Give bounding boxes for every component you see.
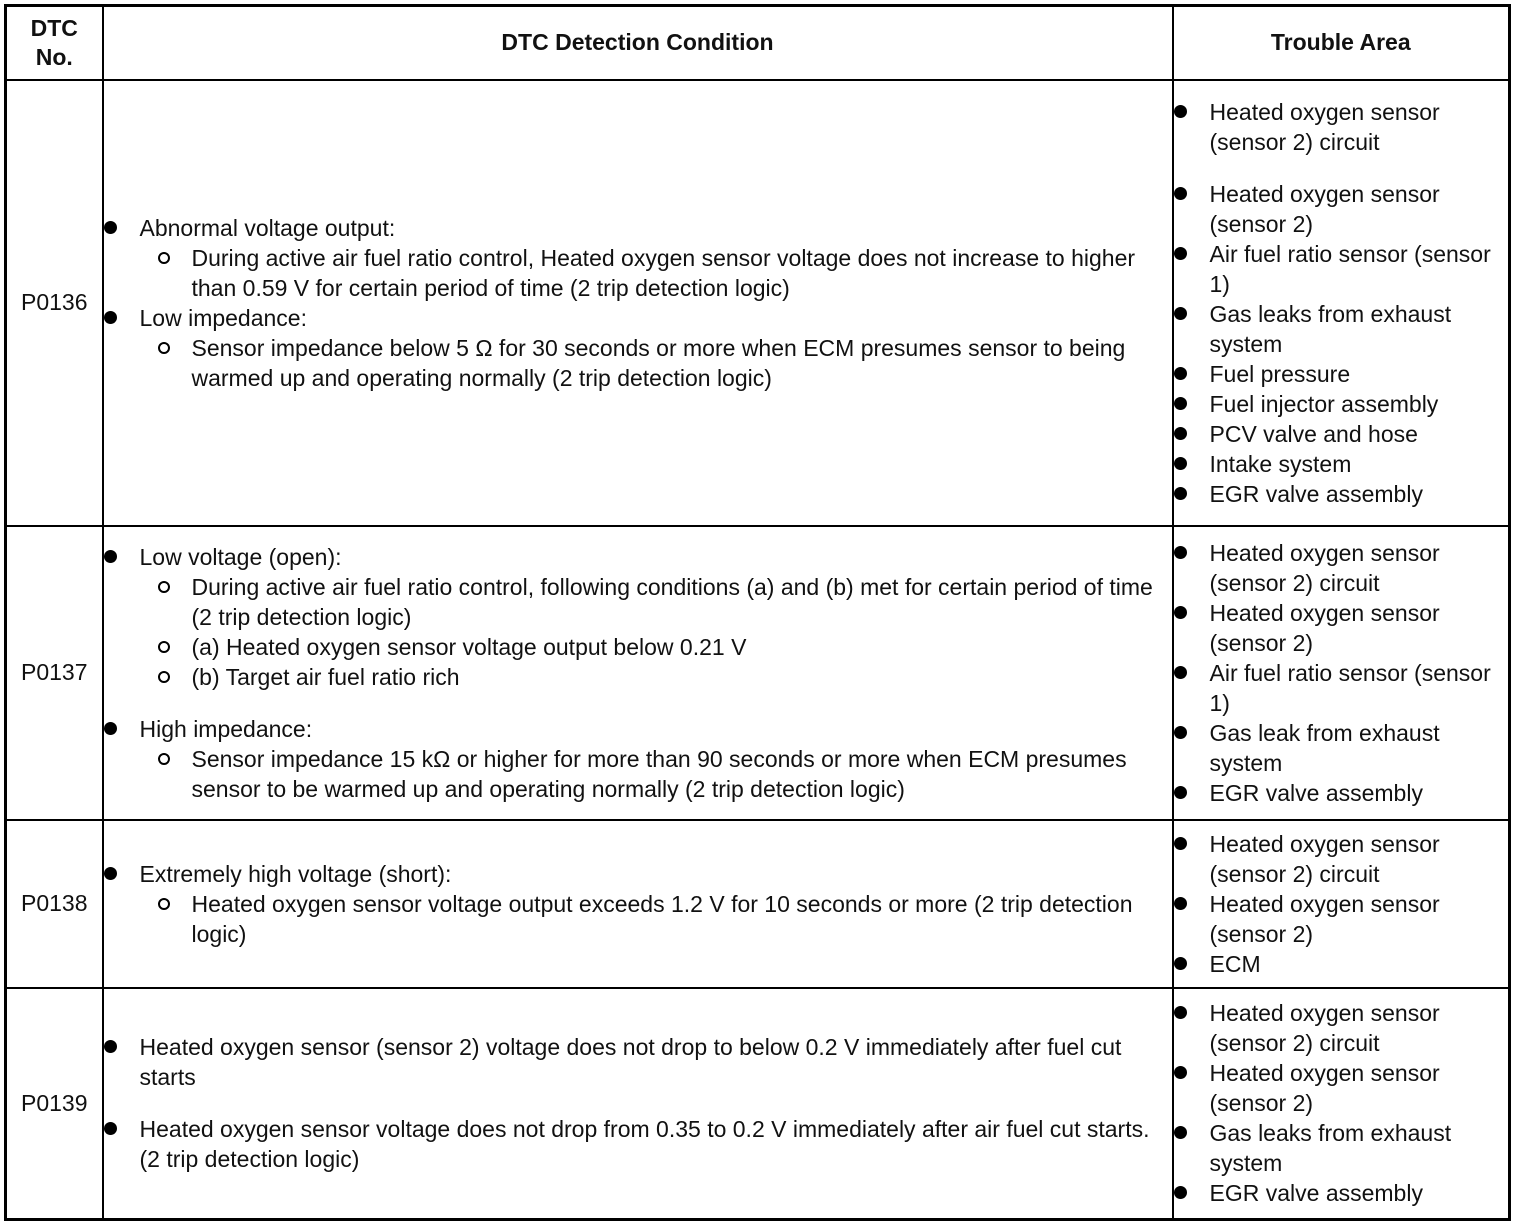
area-item: Air fuel ratio sensor (sensor 1) bbox=[1174, 239, 1509, 299]
area-item: Heated oxygen sensor (sensor 2) circuit bbox=[1174, 829, 1509, 889]
area-item: Air fuel ratio sensor (sensor 1) bbox=[1174, 658, 1509, 718]
condition-item: Low voltage (open): During active air fuel ratio control, following conditions (a) and (b) met for certain period of time (2 trip detection logic) (a) Heated oxygen sensor voltage output below 0.21 V (b) Target air fuel ratio rich bbox=[104, 542, 1172, 692]
trouble-area bbox=[1173, 820, 1510, 988]
area-item: Gas leak from exhaust system bbox=[1174, 718, 1509, 778]
trouble-area bbox=[1173, 988, 1510, 1220]
area-item: Heated oxygen sensor (sensor 2) bbox=[1174, 889, 1509, 949]
circle-bullet-icon bbox=[158, 753, 170, 765]
bullet-icon bbox=[1174, 427, 1187, 440]
circle-bullet-icon bbox=[158, 898, 170, 910]
area-item: PCV valve and hose bbox=[1174, 419, 1509, 449]
area-item: ECM bbox=[1174, 949, 1509, 979]
sub-condition-item: Heated oxygen sensor voltage output exceeds 1.2 V for 10 seconds or more (2 trip detection logic) bbox=[140, 889, 1172, 949]
area-item: Gas leaks from exhaust system bbox=[1174, 299, 1509, 359]
dtc-code: P0138 bbox=[6, 820, 103, 988]
circle-bullet-icon bbox=[158, 252, 170, 264]
header-detection-condition: DTC Detection Condition bbox=[103, 6, 1173, 80]
area-item: EGR valve assembly bbox=[1174, 778, 1509, 808]
bullet-icon bbox=[1174, 397, 1187, 410]
table-row bbox=[6, 988, 1510, 1220]
dtc-code: P0136 bbox=[6, 80, 103, 526]
bullet-icon bbox=[104, 221, 117, 234]
dtc-table bbox=[4, 4, 1511, 1221]
bullet-icon bbox=[1174, 247, 1187, 260]
header-row bbox=[6, 6, 1510, 80]
area-item: Heated oxygen sensor (sensor 2) bbox=[1174, 1058, 1509, 1118]
circle-bullet-icon bbox=[158, 342, 170, 354]
area-item: Heated oxygen sensor (sensor 2) circuit bbox=[1174, 998, 1509, 1058]
bullet-icon bbox=[104, 867, 117, 880]
bullet-icon bbox=[1174, 367, 1187, 380]
bullet-icon bbox=[1174, 307, 1187, 320]
detection-condition bbox=[103, 988, 1173, 1220]
sub-condition-item: During active air fuel ratio control, following conditions (a) and (b) met for certain period of time (2 trip detection logic) bbox=[140, 572, 1172, 632]
trouble-area bbox=[1173, 526, 1510, 820]
bullet-icon bbox=[1174, 187, 1187, 200]
bullet-icon bbox=[104, 311, 117, 324]
condition-item: Abnormal voltage output: During active air fuel ratio control, Heated oxygen sensor voltage does not increase to higher than 0.59 V for certain period of time (2 trip detection logic) bbox=[104, 213, 1172, 303]
table-row bbox=[6, 820, 1510, 988]
area-item: Fuel injector assembly bbox=[1174, 389, 1509, 419]
bullet-icon bbox=[104, 722, 117, 735]
condition-item: Heated oxygen sensor voltage does not drop from 0.35 to 0.2 V immediately after air fuel cut starts. (2 trip detection logic) bbox=[104, 1114, 1172, 1174]
header-dtc-no: DTC No. bbox=[6, 6, 103, 80]
bullet-icon bbox=[1174, 606, 1187, 619]
area-item: EGR valve assembly bbox=[1174, 1178, 1509, 1208]
bullet-icon bbox=[1174, 1006, 1187, 1019]
condition-item: High impedance: Sensor impedance 15 kΩ or higher for more than 90 seconds or more when ECM presumes sensor to be warmed up and operating normally (2 trip detection logic) bbox=[104, 714, 1172, 804]
bullet-icon bbox=[1174, 105, 1187, 118]
circle-bullet-icon bbox=[158, 641, 170, 653]
bullet-icon bbox=[104, 1122, 117, 1135]
detection-condition bbox=[103, 820, 1173, 988]
bullet-icon bbox=[1174, 837, 1187, 850]
area-item: Fuel pressure bbox=[1174, 359, 1509, 389]
detection-condition bbox=[103, 80, 1173, 526]
trouble-area bbox=[1173, 80, 1510, 526]
bullet-icon bbox=[1174, 457, 1187, 470]
sub-condition-item: Sensor impedance below 5 Ω for 30 seconds or more when ECM presumes sensor to being warmed up and operating normally (2 trip detection logic) bbox=[140, 333, 1172, 393]
area-item: EGR valve assembly bbox=[1174, 479, 1509, 509]
bullet-icon bbox=[1174, 897, 1187, 910]
header-trouble-area: Trouble Area bbox=[1173, 6, 1510, 80]
sub-condition-item: (a) Heated oxygen sensor voltage output below 0.21 V bbox=[140, 632, 1172, 662]
bullet-icon bbox=[1174, 666, 1187, 679]
bullet-icon bbox=[104, 1040, 117, 1053]
circle-bullet-icon bbox=[158, 671, 170, 683]
area-item: Heated oxygen sensor (sensor 2) bbox=[1174, 179, 1509, 239]
dtc-code: P0137 bbox=[6, 526, 103, 820]
detection-condition bbox=[103, 526, 1173, 820]
condition-item: Low impedance: Sensor impedance below 5 Ω for 30 seconds or more when ECM presumes sensor to being warmed up and operating normally (2 trip detection logic) bbox=[104, 303, 1172, 393]
condition-item: Heated oxygen sensor (sensor 2) voltage does not drop to below 0.2 V immediately after fuel cut starts bbox=[104, 1032, 1172, 1092]
condition-item: Extremely high voltage (short): Heated oxygen sensor voltage output exceeds 1.2 V for 10 seconds or more (2 trip detection logic) bbox=[104, 859, 1172, 949]
bullet-icon bbox=[1174, 1066, 1187, 1079]
area-item: Heated oxygen sensor (sensor 2) bbox=[1174, 598, 1509, 658]
bullet-icon bbox=[1174, 1126, 1187, 1139]
sub-condition-item: During active air fuel ratio control, Heated oxygen sensor voltage does not increase to higher than 0.59 V for certain period of time (2 trip detection logic) bbox=[140, 243, 1172, 303]
bullet-icon bbox=[1174, 1186, 1187, 1199]
bullet-icon bbox=[1174, 487, 1187, 500]
bullet-icon bbox=[1174, 726, 1187, 739]
area-item: Gas leaks from exhaust system bbox=[1174, 1118, 1509, 1178]
area-item: Heated oxygen sensor (sensor 2) circuit bbox=[1174, 538, 1509, 598]
circle-bullet-icon bbox=[158, 581, 170, 593]
bullet-icon bbox=[104, 550, 117, 563]
area-item: Heated oxygen sensor (sensor 2) circuit bbox=[1174, 97, 1509, 157]
bullet-icon bbox=[1174, 957, 1187, 970]
dtc-code: P0139 bbox=[6, 988, 103, 1220]
bullet-icon bbox=[1174, 546, 1187, 559]
table-row bbox=[6, 526, 1510, 820]
bullet-icon bbox=[1174, 786, 1187, 799]
area-item: Intake system bbox=[1174, 449, 1509, 479]
sub-condition-item: Sensor impedance 15 kΩ or higher for more than 90 seconds or more when ECM presumes sensor to be warmed up and operating normally (2 trip detection logic) bbox=[140, 744, 1172, 804]
sub-condition-item: (b) Target air fuel ratio rich bbox=[140, 662, 1172, 692]
table-row bbox=[6, 80, 1510, 526]
